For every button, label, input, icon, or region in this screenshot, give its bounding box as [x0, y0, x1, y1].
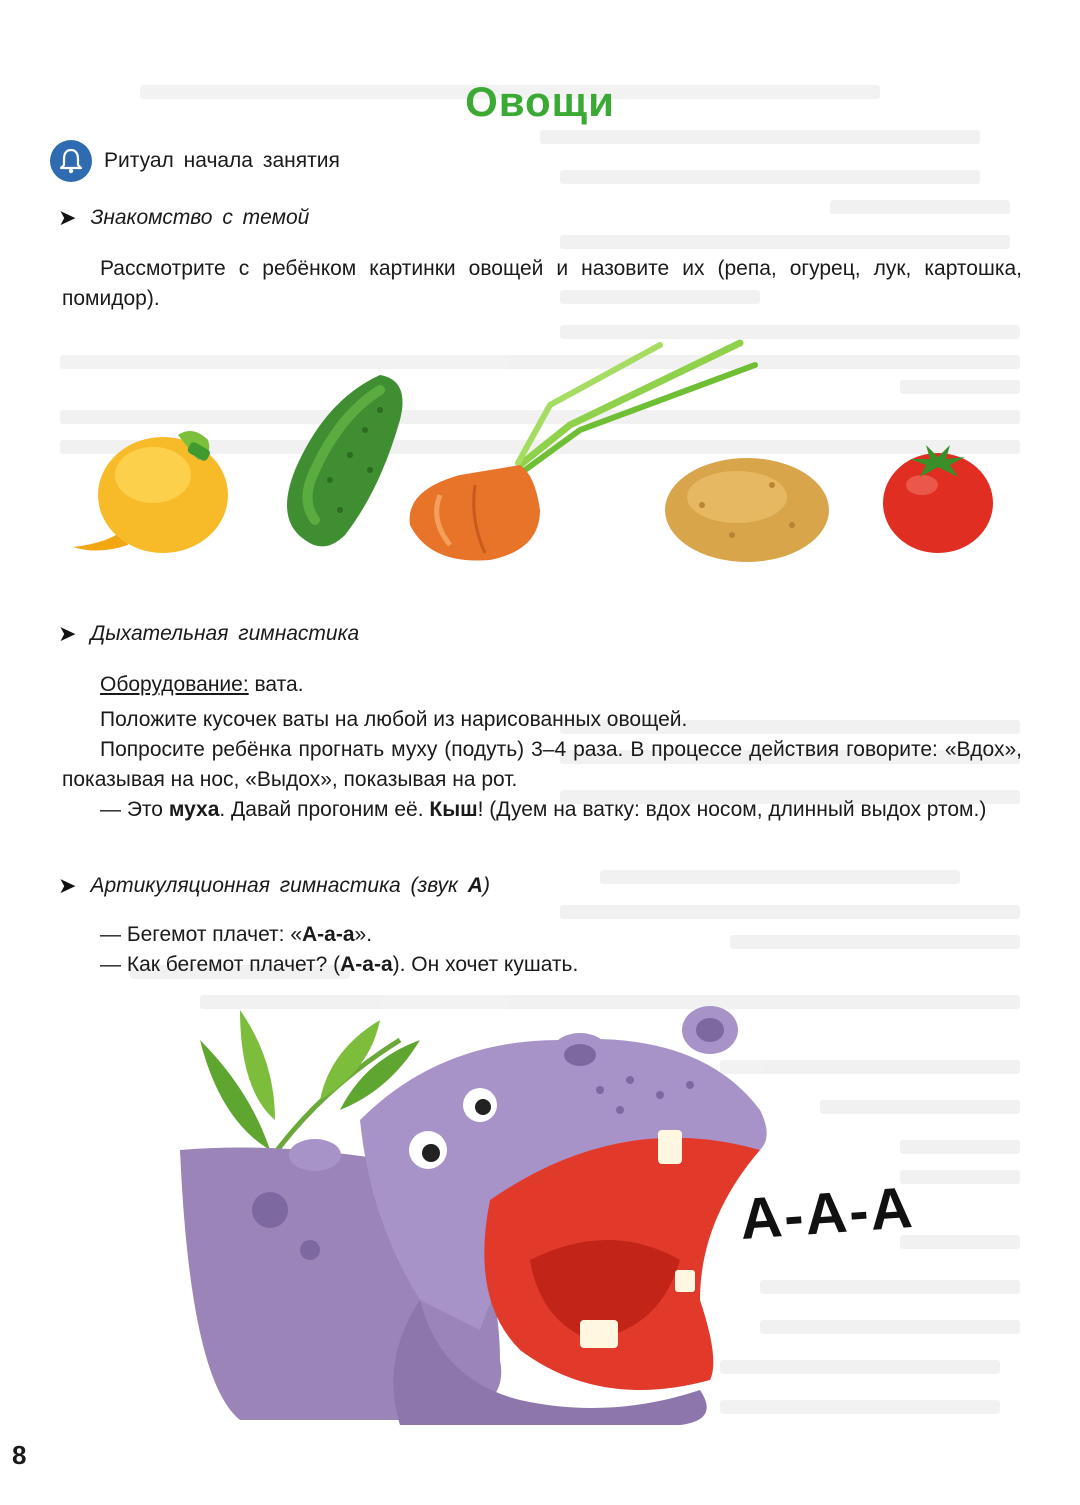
section-heading-articulation: [58, 874, 490, 898]
line-bold: А-а-а: [302, 923, 355, 946]
title-part: Артикуляционная гимнастика (звук: [90, 874, 468, 897]
dialogue-text: ! (Дуем на ватку: вдох носом, длинный выдох ртом.): [477, 798, 987, 821]
section-title: [90, 874, 490, 898]
page-title: Овощи: [465, 78, 615, 125]
page-number: 8: [12, 1440, 27, 1470]
line-text: ). Он хочет кушать.: [392, 953, 579, 976]
equipment-line: [100, 670, 304, 700]
title-bold-sound: А: [467, 874, 483, 897]
equipment-value: вата.: [248, 673, 304, 696]
bell-icon: [50, 140, 92, 182]
arrow-icon: ➤: [58, 621, 77, 646]
dialogue-bold-word: Кыш: [429, 798, 478, 821]
hippo-cry-label: А-А-А: [737, 1175, 917, 1252]
section-heading-breathing: [58, 622, 359, 646]
turnip-icon: [68, 415, 238, 565]
section-heading-intro: [58, 206, 309, 230]
line-text: ».: [354, 923, 373, 946]
arrow-icon: ➤: [58, 873, 77, 898]
arrow-icon: ➤: [58, 205, 77, 230]
section-title: Знакомство с темой: [90, 206, 310, 229]
articulation-line-2: [100, 950, 578, 980]
breathing-dialogue: [62, 795, 1022, 825]
dialogue-text: — Это: [100, 798, 169, 821]
articulation-line-1: [100, 920, 372, 950]
ritual-start: [50, 140, 340, 182]
dialogue-text: . Давай прогоним её.: [219, 798, 430, 821]
line-text: — Бегемот плачет: «: [100, 923, 303, 946]
line-text: — Как бегемот плачет? (: [100, 953, 341, 976]
section-title: Дыхательная гимнастика: [90, 622, 360, 645]
intro-paragraph: Рассмотрите с ребёнком картинки овощей и назовите их (репа, огурец, лук, картошка, помидор).: [62, 257, 1022, 310]
dialogue-bold-word: муха: [168, 798, 220, 821]
line-bold: А-а-а: [340, 953, 393, 976]
potato-icon: [662, 455, 832, 565]
breathing-paragraph-1: Положите кусочек ваты на любой из нарисованных овощей.: [100, 708, 688, 731]
cucumber-icon: [270, 360, 420, 560]
ritual-text: Ритуал начала занятия: [104, 149, 340, 172]
hippo-icon: [180, 1000, 780, 1430]
title-part: ): [482, 874, 490, 897]
tomato-icon: [880, 435, 1000, 555]
equipment-label: Оборудование:: [100, 673, 249, 696]
breathing-paragraph-2: Попросите ребёнка прогнать муху (подуть) 3–4 раза. В процессе действия говорите: «Вдох», показывая на нос, «Выдох», показывая на рот.: [62, 738, 1022, 791]
